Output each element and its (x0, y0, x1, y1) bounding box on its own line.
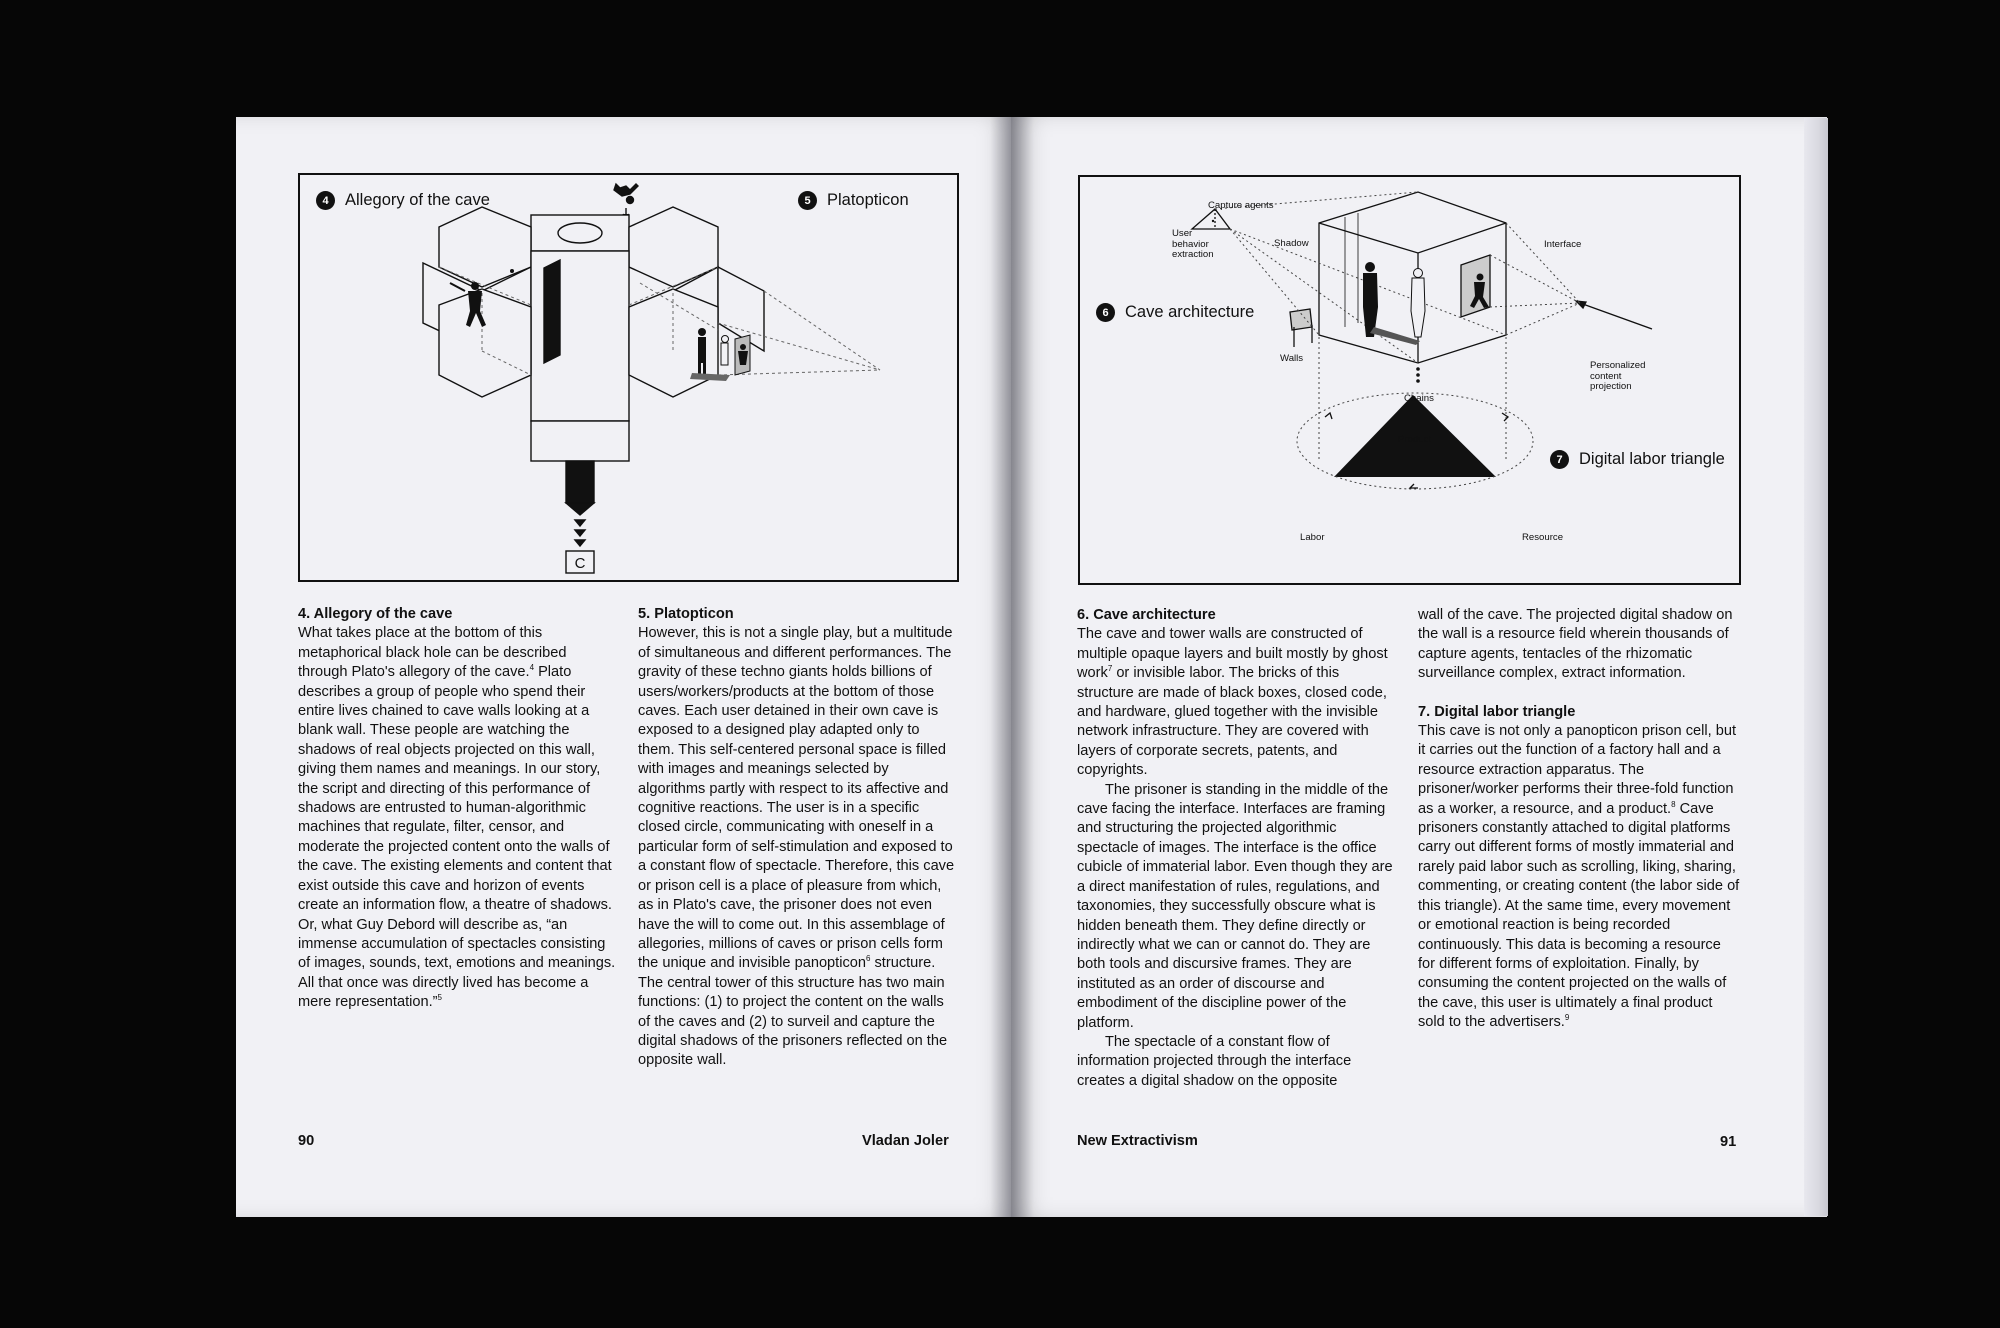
footnote-ref-6: 6 (866, 954, 871, 964)
label-user-line1: User (1172, 228, 1193, 239)
running-head-title: New Extractivism (1077, 1133, 1198, 1149)
paragraph-digital-labor (1418, 722, 1740, 1033)
paragraph-cave-a (1077, 625, 1395, 780)
caption-digital-labor (1550, 450, 1725, 469)
column-allegory (298, 605, 618, 1013)
caption-number-7: 7 (1550, 450, 1569, 469)
box-letter-c: C (574, 555, 586, 572)
label-chains: Chains (1404, 393, 1434, 404)
paragraph-gap (1418, 684, 1740, 703)
label-personalized (1590, 361, 1645, 393)
book-spine (990, 117, 1034, 1217)
text-platopticon-b: structure. The central tower of this structure has two main functions: (1) to project the content on the walls of the caves and (2) to surveil and capture the digital shadows of the prisoners reflected on the opposite wall. (638, 955, 948, 1069)
caption-cave-architecture (1096, 303, 1254, 322)
caption-allegory-label: Allegory of the cave (345, 191, 490, 209)
paragraph-wall-continued: wall of the cave. The projected digital shadow on the wall is a resource field wherein thousands of capture agents, tentacles of the rhizomatic surveillance complex, extract information. (1418, 607, 1733, 682)
text-platopticon-a: However, this is not a single play, but a multitude of simultaneous and different performances. The gravity of these techno giants holds billions of users/workers/products at the bottom of those caves. Each user detained in their own cave is exposed to a designed play adapted only to them. This self-centered personal space is filled with images and meanings selected by algorithms partly with respect to its affective and cognitive reactions. The user is in a specific closed circle, communicating with oneself in a particular form of self-stimulation and exposed to a constant flow of spectacle. Therefore, this cave or prison cell is a place of pleasure from which, as in Plato's cave, the prisoner does not even have the will to come out. In this assemblage of allegories, millions of caves or prison cells form the unique and invisible panopticon (638, 625, 955, 972)
figure-platopticon (298, 173, 959, 582)
figure-cave-architecture (1078, 175, 1741, 585)
heading-platopticon: 5. Platopticon (638, 606, 734, 622)
label-interface: Interface (1544, 239, 1582, 250)
heading-allegory: 4. Allegory of the cave (298, 606, 453, 622)
text-allegory-a: What takes place at the bottom of this metaphorical black hole can be described through Plato's allegory of the cave. (298, 625, 567, 681)
footnote-ref-5: 5 (437, 993, 442, 1003)
running-head-author: Vladan Joler (862, 1133, 949, 1149)
footnote-ref-4: 4 (529, 663, 535, 673)
footnote-ref-9: 9 (1564, 1013, 1570, 1023)
paragraph-platopticon (638, 624, 960, 1070)
caption-platopticon (798, 191, 909, 210)
label-personalized-line3: projection (1590, 381, 1632, 392)
label-personalized-line1: Personalized (1590, 360, 1646, 371)
label-capture-agents: Capture agents (1208, 200, 1274, 211)
caption-allegory (316, 191, 490, 210)
heading-digital-labor: 7. Digital labor triangle (1418, 703, 1576, 720)
platopticon-illustration (300, 175, 957, 580)
text-labor-b: This cave is not only a panopticon prison cell, but it carries out the function of a factory hall and a resource extraction apparatus. The prisoner/worker performs their three-fold function as a worker, a resource, and a product. (1418, 723, 1736, 817)
label-resource: Resource (1522, 532, 1564, 543)
text-allegory-b: Plato describes a group of people who spend their entire lives chained to cave walls looking at a blank wall. These people are watching the shadows of real objects projected on this wall, giving them names and meanings. In our story, the script and directing of this performance of shadows are entrusted to human-algorithmic machines that regulate, filter, censor, and moderate the projected content onto the walls of the cave. The existing elements and content that exist outside this cave and horizon of events create an information flow, a theatre of shadows. Or, what Guy Debord will describe as, “an immense accumulation of spectacles consisting of images, sounds, text, emotions and meanings. All that once was directly lived has become a mere representation.” (298, 664, 616, 1011)
label-labor: Labor (1300, 532, 1325, 543)
footnote-ref-7: 7 (1107, 664, 1113, 674)
paragraph-cave-b: The prisoner is standing in the middle of the cave facing the interface. Interfaces are framing and structuring the projected algorithmic spectacle of images. The interface is the office cubicle of immaterial labor. Even though they are a direct manifestation of rules, regulations, and taxonomies, they successfully obscure what is hidden beneath them. They define directly or indirectly what we can or cannot do. They are both tools and discursive frames. They are instituted as an order of discourse and embodiment of the discipline power of the platform. (1077, 781, 1393, 1031)
label-user-behavior (1172, 229, 1214, 261)
text-labor-b2: Cave prisoners constantly attached to digital platforms carry out different forms of mostly immaterial and rarely paid labor such as scrolling, liking, sharing, commenting, or creating content (the labor side of this triangle). At the same time, every movement or emotional reaction is being recorded continuously. This data is becoming a resource for different forms of exploitation. Finally, by consuming the content projected on the walls of the cave, this user is ultimately a final product sold to the advertisers. (1418, 800, 1740, 1031)
caption-digital-labor-label: Digital labor triangle (1579, 450, 1725, 468)
column-digital-labor (1418, 606, 1740, 1033)
label-personalized-line2: content (1590, 370, 1622, 382)
text-cave-a: The cave and tower walls are constructed of multiple opaque layers and built mostly by ghost work (1077, 626, 1388, 682)
label-walls: Walls (1280, 353, 1304, 364)
page-number-left: 90 (298, 1133, 315, 1149)
text-cave-a2: or invisible labor. The bricks of this structure are made of black boxes, closed code, and hardware, glued together with the invisible network infrastructure. They are covered with layers of corporate secrets, patents, and copyrights. (1077, 665, 1387, 779)
paragraph-cave-c: The spectacle of a constant flow of information projected through the interface creates a digital shadow on the opposite (1077, 1033, 1352, 1089)
label-shadow: Shadow (1274, 238, 1309, 249)
column-cave-architecture (1077, 606, 1395, 1091)
page-fore-edge (1804, 118, 1828, 1216)
caption-cave-architecture-label: Cave architecture (1125, 303, 1255, 321)
paragraph-allegory (298, 624, 618, 1012)
heading-cave-architecture: 6. Cave architecture (1077, 607, 1216, 623)
caption-number-4: 4 (316, 191, 335, 210)
label-user-line2: behavior (1172, 238, 1209, 250)
caption-number-5: 5 (798, 191, 817, 210)
caption-platopticon-label: Platopticon (827, 191, 909, 209)
label-product: Product (1398, 434, 1432, 445)
caption-number-6: 6 (1096, 303, 1115, 322)
column-platopticon (638, 605, 960, 1071)
page-number-right: 91 (1720, 1134, 1737, 1150)
label-user-line3: extraction (1172, 249, 1214, 260)
footnote-ref-8: 8 (1671, 799, 1676, 809)
falling-figure-icon (614, 184, 638, 218)
